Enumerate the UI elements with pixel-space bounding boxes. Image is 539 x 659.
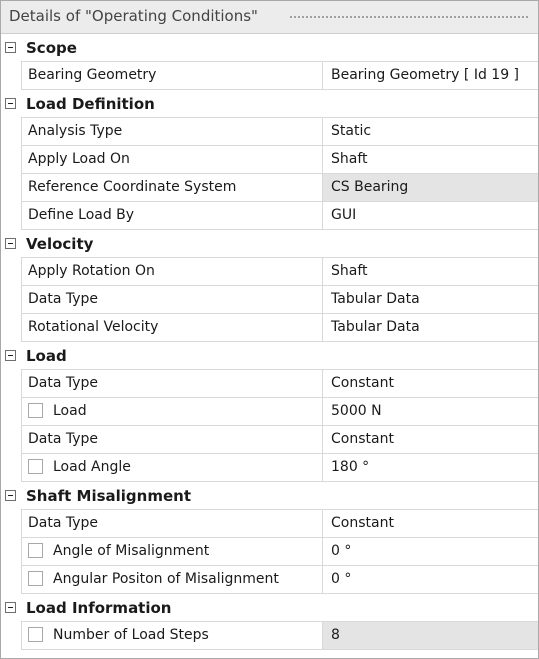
property-name: Load Angle: [53, 459, 131, 475]
property-value: Constant: [331, 515, 394, 531]
category-shaft-misalignment[interactable]: [1, 482, 538, 510]
property-value: Tabular Data: [331, 319, 420, 335]
property-row-bearing-geometry[interactable]: [1, 62, 538, 90]
row-gutter: [1, 314, 21, 342]
properties-grid: [1, 34, 538, 650]
property-row-apply-rotation-on[interactable]: [1, 258, 538, 286]
row-gutter: [1, 230, 21, 258]
property-name-cell[interactable]: [21, 510, 323, 537]
property-name: Define Load By: [28, 207, 135, 223]
row-gutter: [1, 118, 21, 146]
property-name: Data Type: [28, 431, 99, 447]
property-value: Constant: [331, 375, 394, 391]
property-name-cell[interactable]: [21, 566, 323, 593]
collapse-icon[interactable]: [5, 42, 16, 53]
row-gutter: [1, 90, 21, 118]
property-name-cell[interactable]: [21, 538, 323, 565]
category-velocity[interactable]: [1, 230, 538, 258]
row-gutter: [1, 454, 21, 482]
property-name-cell[interactable]: [21, 202, 323, 229]
category-load-definition[interactable]: [1, 90, 538, 118]
property-name-cell[interactable]: [21, 398, 323, 425]
property-name-cell[interactable]: [21, 286, 323, 313]
property-name: Apply Rotation On: [28, 263, 155, 279]
property-row-data-type[interactable]: [1, 370, 538, 398]
property-name: Analysis Type: [28, 123, 123, 139]
property-value-cell[interactable]: [323, 510, 538, 537]
property-value: GUI: [331, 207, 357, 223]
property-row-data-type[interactable]: [1, 510, 538, 538]
property-value: 0 °: [331, 571, 352, 587]
property-value-cell[interactable]: [323, 62, 538, 89]
property-value-cell[interactable]: [323, 426, 538, 453]
property-value: Static: [331, 123, 372, 139]
property-row-load[interactable]: [1, 398, 538, 426]
row-gutter: [1, 174, 21, 202]
property-name-cell[interactable]: [21, 174, 323, 201]
property-name: Rotational Velocity: [28, 319, 159, 335]
row-gutter: [1, 34, 21, 62]
property-row-angular-positon-of-misalignment[interactable]: [1, 566, 538, 594]
row-gutter: [1, 426, 21, 454]
property-row-analysis-type[interactable]: [1, 118, 538, 146]
property-name: Bearing Geometry: [28, 67, 157, 83]
parameter-checkbox[interactable]: [28, 543, 43, 558]
property-name: Load: [53, 403, 87, 419]
property-row-rotational-velocity[interactable]: [1, 314, 538, 342]
property-value-cell[interactable]: [323, 286, 538, 313]
collapse-icon[interactable]: [5, 490, 16, 501]
category-load[interactable]: [1, 342, 538, 370]
property-value: 0 °: [331, 543, 352, 559]
property-row-number-of-load-steps[interactable]: [1, 622, 538, 650]
property-value: Constant: [331, 431, 394, 447]
property-value: Shaft: [331, 151, 368, 167]
parameter-checkbox[interactable]: [28, 403, 43, 418]
property-name-cell[interactable]: [21, 454, 323, 481]
category-scope[interactable]: [1, 34, 538, 62]
property-value-cell[interactable]: [323, 146, 538, 173]
property-value: Shaft: [331, 263, 368, 279]
parameter-checkbox[interactable]: [28, 571, 43, 586]
row-gutter: [1, 622, 21, 650]
property-row-load-angle[interactable]: [1, 454, 538, 482]
property-value: Bearing Geometry [ Id 19 ]: [331, 67, 520, 83]
property-name-cell[interactable]: [21, 62, 323, 89]
property-value: CS Bearing: [331, 179, 409, 195]
details-title-bar[interactable]: [1, 1, 538, 34]
property-row-apply-load-on[interactable]: [1, 146, 538, 174]
property-row-define-load-by[interactable]: [1, 202, 538, 230]
collapse-icon[interactable]: [5, 98, 16, 109]
property-name: Data Type: [28, 375, 99, 391]
category-label: Scope: [26, 39, 77, 57]
property-value-cell[interactable]: [323, 566, 538, 593]
row-gutter: [1, 286, 21, 314]
property-name-cell[interactable]: [21, 258, 323, 285]
property-value: 180 °: [331, 459, 370, 475]
row-gutter: [1, 202, 21, 230]
property-name-cell[interactable]: [21, 370, 323, 397]
property-value-cell[interactable]: [323, 202, 538, 229]
property-name: Data Type: [28, 515, 99, 531]
property-value: 5000 N: [331, 403, 382, 419]
details-title: Details of "Operating Conditions": [9, 7, 258, 25]
property-value-cell[interactable]: [323, 314, 538, 341]
property-row-data-type[interactable]: [1, 286, 538, 314]
property-name: Angular Positon of Misalignment: [53, 571, 279, 587]
property-name-cell[interactable]: [21, 118, 323, 145]
category-label: Load: [26, 347, 67, 365]
row-gutter: [1, 146, 21, 174]
property-value: 8: [331, 627, 340, 643]
category-label: Shaft Misalignment: [26, 487, 191, 505]
parameter-checkbox[interactable]: [28, 459, 43, 474]
property-name-cell[interactable]: [21, 622, 323, 649]
property-value: Tabular Data: [331, 291, 420, 307]
category-label: Load Information: [26, 599, 172, 617]
drag-grip-icon[interactable]: [289, 15, 529, 19]
property-name: Angle of Misalignment: [53, 543, 210, 559]
collapse-icon[interactable]: [5, 238, 16, 249]
property-name-cell[interactable]: [21, 146, 323, 173]
property-name-cell[interactable]: [21, 314, 323, 341]
row-gutter: [1, 258, 21, 286]
property-value-cell[interactable]: [323, 538, 538, 565]
property-value-cell[interactable]: [323, 398, 538, 425]
property-value-cell[interactable]: [323, 258, 538, 285]
row-gutter: [1, 594, 21, 622]
category-load-information[interactable]: [1, 594, 538, 622]
category-label: Velocity: [26, 235, 94, 253]
property-name: Apply Load On: [28, 151, 130, 167]
row-gutter: [1, 482, 21, 510]
row-gutter: [1, 370, 21, 398]
property-name: Number of Load Steps: [53, 627, 209, 643]
property-value-cell[interactable]: [323, 118, 538, 145]
row-gutter: [1, 398, 21, 426]
property-row-angle-of-misalignment[interactable]: [1, 538, 538, 566]
property-value-cell[interactable]: [323, 370, 538, 397]
property-value-cell[interactable]: [323, 622, 538, 649]
property-row-data-type[interactable]: [1, 426, 538, 454]
row-gutter: [1, 342, 21, 370]
property-value-cell[interactable]: [323, 454, 538, 481]
row-gutter: [1, 62, 21, 90]
property-value-cell[interactable]: [323, 174, 538, 201]
category-label: Load Definition: [26, 95, 155, 113]
collapse-icon[interactable]: [5, 350, 16, 361]
collapse-icon[interactable]: [5, 602, 16, 613]
row-gutter: [1, 510, 21, 538]
property-name-cell[interactable]: [21, 426, 323, 453]
parameter-checkbox[interactable]: [28, 627, 43, 642]
property-name: Data Type: [28, 291, 99, 307]
row-gutter: [1, 566, 21, 594]
property-name: Reference Coordinate System: [28, 179, 237, 195]
row-gutter: [1, 538, 21, 566]
property-row-reference-coordinate-system[interactable]: [1, 174, 538, 202]
